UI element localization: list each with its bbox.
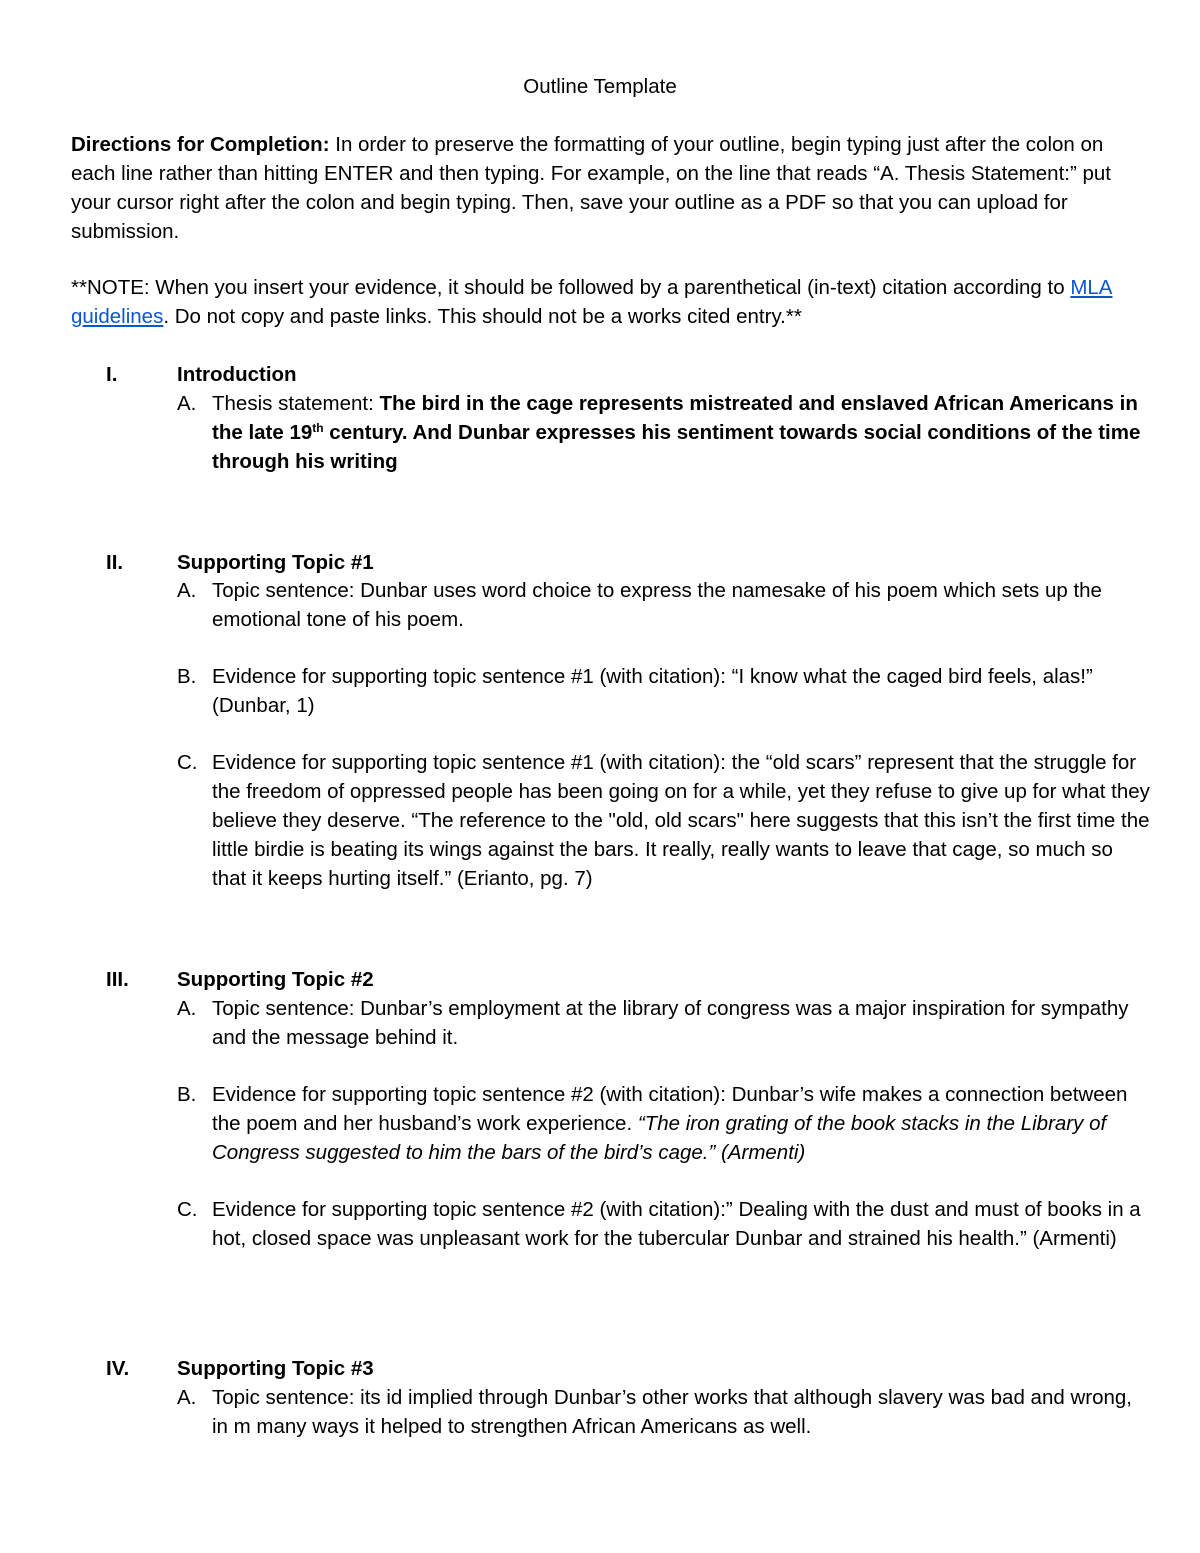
directions-label: Directions for Completion: [71, 133, 330, 156]
thesis-text-part2: century. And Dunbar expresses his sentiment towards social conditions of the time through his writing [212, 421, 1141, 473]
directions-paragraph [71, 130, 1136, 246]
item-letter: A. [177, 392, 197, 415]
topic-2-evidence-b-quote: “The iron grating of the book stacks in the Library of Congress suggested to him the bars of the bird’s cage.” (Armenti) [212, 1112, 1107, 1164]
item-letter: C. [177, 751, 198, 774]
thesis-label: Thesis statement: [212, 392, 380, 415]
thesis-statement [212, 389, 1152, 476]
section-heading-introduction: Introduction [177, 363, 297, 386]
section-heading-topic-2: Supporting Topic #2 [177, 968, 374, 991]
topic-2-evidence-c: Evidence for supporting topic sentence #2 (with citation):” Dealing with the dust and must of books in a hot, closed space was unpleasant work for the tubercular Dunbar and strained his health.” (Armenti) [212, 1198, 1141, 1250]
topic-1-sentence: Topic sentence: Dunbar uses word choice to express the namesake of his poem which sets up the emotional tone of his poem. [212, 579, 1102, 631]
directions-text: In order to preserve the formatting of your outline, begin typing just after the colon on each line rather than hitting ENTER and then typing. For example, on the line that reads “A. Thesis Statement:” put your cursor right after the colon and begin typing. Then, save your outline as a PDF so that you can upload for submission. [71, 133, 1111, 243]
item-letter: B. [177, 1083, 197, 1106]
topic-2-evidence-b-text: Evidence for supporting topic sentence #2 (with citation): Dunbar’s wife makes a connection between the poem and her husband’s work experience. [212, 1083, 1128, 1135]
topic-1-evidence-b: Evidence for supporting topic sentence #1 (with citation): “I know what the caged bird feels, alas!” (Dunbar, 1) [212, 665, 1093, 717]
topic-2-sentence: Topic sentence: Dunbar’s employment at the library of congress was a major inspiration for sympathy and the message behind it. [212, 997, 1129, 1049]
note-suffix: . Do not copy and paste links. This should not be a works cited entry.** [163, 305, 802, 328]
section-heading-topic-1: Supporting Topic #1 [177, 551, 374, 574]
item-letter: A. [177, 579, 197, 602]
note-prefix: **NOTE: When you insert your evidence, it should be followed by a parenthetical (in-text) citation according to [71, 276, 1071, 299]
section-numeral: II. [106, 551, 124, 574]
topic-1-evidence-c: Evidence for supporting topic sentence #1 (with citation): the “old scars” represent that the struggle for the freedom of oppressed people has been going on for a while, yet they refuse to give up for what they believe they deserve. “The reference to the "old, old scars" here suggests that this isn’t the first time the little birdie is beating its wings against the bars. It really, really wants to leave that cage, so much so that it keeps hurting itself.” (Erianto, pg. 7) [212, 751, 1150, 890]
mla-guidelines-link[interactable]: MLA guidelines [71, 276, 1113, 328]
section-heading-topic-3: Supporting Topic #3 [177, 1357, 374, 1380]
item-letter: A. [177, 1386, 197, 1409]
document-title: Outline Template [523, 75, 677, 98]
section-numeral: IV. [106, 1357, 130, 1380]
topic-3-sentence: Topic sentence: its id implied through Dunbar’s other works that although slavery was bad and wrong, in m many ways it helped to strengthen African Americans as well. [212, 1386, 1132, 1438]
section-numeral: III. [106, 968, 129, 991]
section-numeral: I. [106, 363, 118, 386]
note-paragraph [71, 273, 1136, 331]
thesis-text-part1: The bird in the cage represents mistreated and enslaved African Americans in the late 19 [212, 392, 1138, 444]
item-letter: C. [177, 1198, 198, 1221]
item-letter: B. [177, 665, 197, 688]
topic-2-evidence-b [212, 1080, 1152, 1167]
item-letter: A. [177, 997, 197, 1020]
thesis-superscript: th [312, 421, 324, 435]
